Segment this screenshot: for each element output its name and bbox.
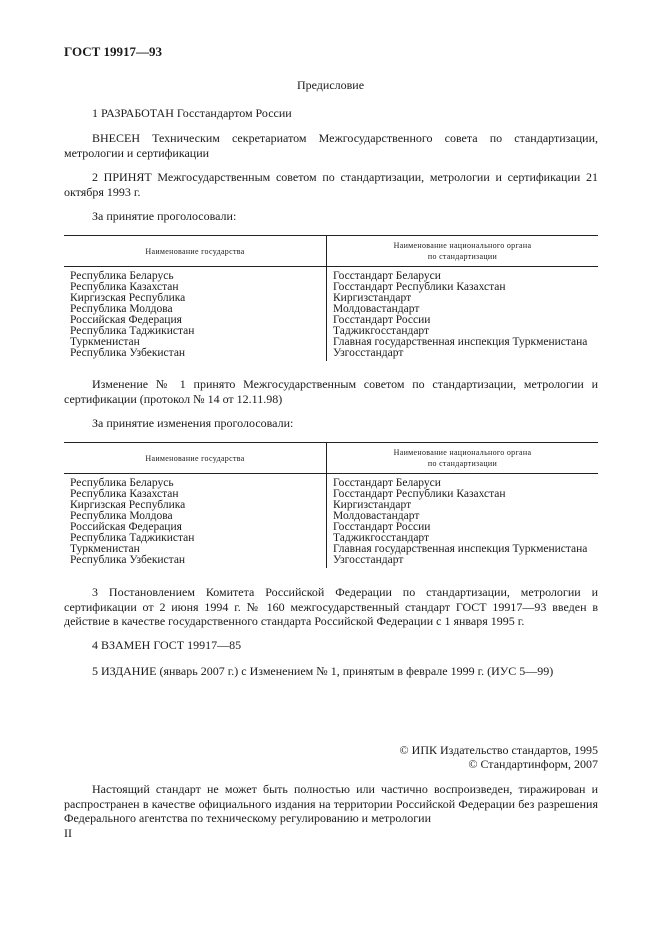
paragraph-replaces: 4 ВЗАМЕН ГОСТ 19917—85: [92, 638, 242, 652]
paragraph-adopted: 2 ПРИНЯТ Межгосударственным советом по стандартизации, метрологии и сертификации 21 октября 1993 г.: [64, 170, 598, 199]
page-title: Предисловие: [296, 78, 365, 92]
state-cell: Республика Казахстан: [64, 489, 327, 500]
document-header: ГОСТ 19917—93: [64, 44, 163, 59]
authority-cell: Таджикгосстандарт: [333, 532, 430, 544]
column-header-state: Наименование государства: [64, 236, 327, 267]
paragraph-resolution: 3 Постановлением Комитета Российской Федерации по стандартизации, метрологии и сертификации от 2 июня 1994 г. № 160 межгосударственный стандарт ГОСТ 19917—93 введен в действие в качестве государственного стандарта Российской Федерации с 1 января 1995 г.: [64, 585, 598, 628]
authority-cell: Госстандарт России: [333, 521, 431, 533]
table-row: [64, 267, 598, 283]
copyright-standartinform: © Стандартинформ, 2007: [468, 757, 598, 771]
column-header-authority: [327, 443, 599, 474]
state-cell: Республика Казахстан: [64, 282, 327, 293]
state-cell: Киргизская Республика: [64, 500, 327, 511]
column-header-authority-line1: Наименование национального органа: [393, 448, 532, 457]
paragraph-introduced: ВНЕСЕН Техническим секретариатом Межгосударственного совета по стандартизации, метрологии и сертификации: [64, 131, 598, 160]
column-header-authority-line2: по стандартизации: [427, 252, 498, 261]
table-row: [64, 555, 598, 568]
state-cell: Республика Молдова: [64, 304, 327, 315]
state-cell: Республика Беларусь: [64, 267, 327, 283]
paragraph-amendment: Изменение № 1 принято Межгосударственным советом по стандартизации, метрологии и сертификации (протокол № 14 от 12.11.98): [64, 377, 598, 406]
table-header-row: [64, 236, 598, 267]
state-cell: Республика Таджикистан: [64, 326, 327, 337]
state-cell: Республика Молдова: [64, 511, 327, 522]
authority-cell: Госстандарт России: [333, 314, 431, 326]
state-cell: Киргизская Республика: [64, 293, 327, 304]
authority-cell: Молдовастандарт: [333, 303, 420, 315]
table-row: [64, 474, 598, 490]
voting-table-1: [64, 235, 598, 361]
authority-cell: Госстандарт Беларуси: [333, 477, 441, 489]
voting-table-2: [64, 442, 598, 568]
paragraph-amendment-voted: За принятие изменения проголосовали:: [92, 416, 294, 430]
state-cell: Российская Федерация: [64, 315, 327, 326]
authority-cell: Главная государственная инспекция Туркменистана: [333, 543, 588, 555]
authority-cell: Киргизстандарт: [333, 292, 412, 304]
authority-cell: Молдовастандарт: [333, 510, 420, 522]
table-row: [64, 348, 598, 361]
paragraph-edition: 5 ИЗДАНИЕ (январь 2007 г.) с Изменением № 1, принятым в феврале 1999 г. (ИУС 5—99): [92, 664, 554, 678]
authority-cell: Таджикгосстандарт: [333, 325, 430, 337]
copyright-ipk: © ИПК Издательство стандартов, 1995: [399, 743, 598, 757]
authority-cell: Узгосстандарт: [333, 554, 404, 566]
state-cell: Туркменистан: [64, 337, 327, 348]
state-cell: Республика Беларусь: [64, 474, 327, 490]
authority-cell: Узгосстандарт: [333, 347, 404, 359]
column-header-authority-line2: по стандартизации: [427, 459, 498, 468]
authority-cell: Киргизстандарт: [333, 499, 412, 511]
state-cell: Республика Таджикистан: [64, 533, 327, 544]
state-cell: Республика Узбекистан: [64, 348, 327, 361]
authority-cell: Госстандарт Беларуси: [333, 270, 441, 282]
table-header-row: [64, 443, 598, 474]
paragraph-reproduction-notice: Настоящий стандарт не может быть полностью или частично воспроизведен, тиражирован и распространен в качестве официального издания на территории Российской Федерации без разрешения Федерального агентства по техническому регулированию и метрологии: [64, 782, 598, 825]
authority-cell: Госстандарт Республики Казахстан: [333, 488, 506, 500]
state-cell: Российская Федерация: [64, 522, 327, 533]
state-cell: Туркменистан: [64, 544, 327, 555]
paragraph-voted: За принятие проголосовали:: [92, 209, 237, 223]
state-cell: Республика Узбекистан: [64, 555, 327, 568]
column-header-state: Наименование государства: [64, 443, 327, 474]
column-header-authority-line1: Наименование национального органа: [393, 241, 532, 250]
authority-cell: Госстандарт Республики Казахстан: [333, 281, 506, 293]
authority-cell: Главная государственная инспекция Туркменистана: [333, 336, 588, 348]
column-header-authority: [327, 236, 599, 267]
page-number: II: [64, 826, 72, 840]
paragraph-developed: 1 РАЗРАБОТАН Госстандартом России: [92, 106, 292, 120]
